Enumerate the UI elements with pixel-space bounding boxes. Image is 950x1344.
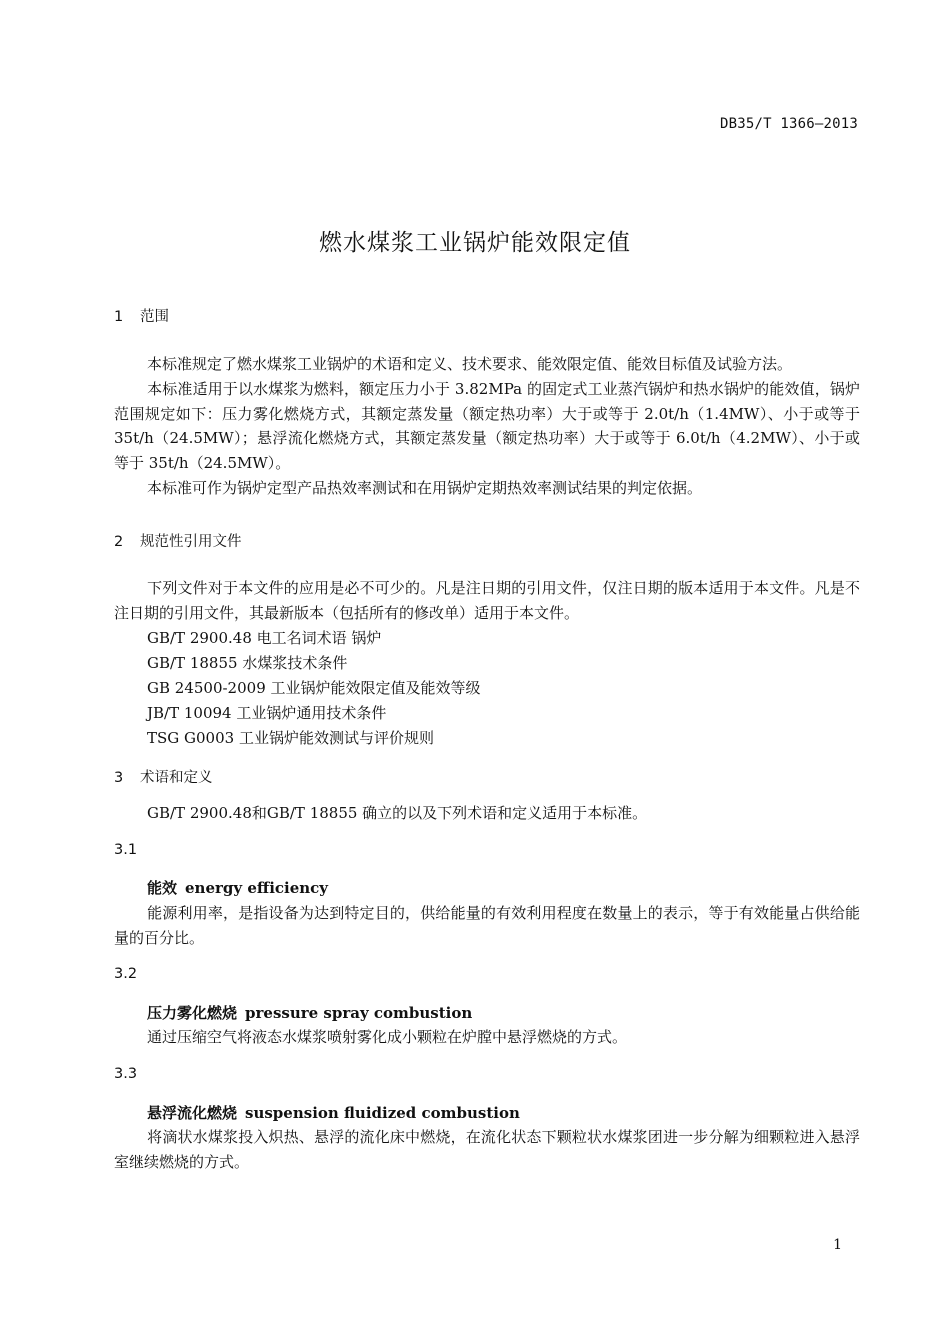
term-cn: 压力雾化燃烧 [147, 1004, 238, 1022]
section-title: 范围 [140, 309, 169, 325]
term-number: 3.3 [114, 1066, 138, 1082]
term-en: suspension fluidized combustion [245, 1104, 520, 1122]
page-number: 1 [833, 1237, 842, 1253]
term-heading [147, 877, 328, 898]
section-1-para-3: 本标准可作为锅炉定型产品热效率测试和在用锅炉定期热效率测试结果的判定依据。 [147, 479, 703, 497]
term-en: energy efficiency [185, 879, 329, 897]
term-cn: 能效 [147, 879, 178, 897]
term-number: 3.2 [114, 966, 138, 982]
section-3-heading [114, 766, 213, 787]
reference-item: JB/T 10094 工业锅炉通用技术条件 [147, 704, 387, 722]
reference-item: GB/T 2900.48 电工名词术语 锅炉 [147, 629, 382, 647]
section-1-heading [114, 305, 169, 326]
term-definition: 将滴状水煤浆投入炽热、悬浮的流化床中燃烧，在流化状态下颗粒状水煤浆团进一步分解为细颗粒进入悬浮室继续燃烧的方式。 [114, 1128, 860, 1171]
section-number: 3 [114, 770, 124, 786]
term-cn: 悬浮流化燃烧 [147, 1104, 238, 1122]
section-number: 2 [114, 534, 124, 550]
term-number: 3.1 [114, 842, 138, 858]
reference-item: GB/T 18855 水煤浆技术条件 [147, 654, 348, 672]
section-title: 术语和定义 [140, 770, 213, 786]
section-number: 1 [114, 309, 124, 325]
reference-item: TSG G0003 工业锅炉能效测试与评价规则 [147, 729, 434, 747]
term-heading [147, 1002, 472, 1023]
standard-code: DB35/T 1366—2013 [719, 116, 858, 132]
reference-item: GB 24500-2009 工业锅炉能效限定值及能效等级 [147, 679, 481, 697]
term-heading [147, 1102, 520, 1123]
term-definition: 能源利用率，是指设备为达到特定目的，供给能量的有效利用程度在数量上的表示，等于有效能量占供给能量的百分比。 [114, 904, 860, 947]
section-title: 规范性引用文件 [140, 534, 242, 550]
section-2-heading [114, 530, 242, 551]
section-2-para-1: 下列文件对于本文件的应用是必不可少的。凡是注日期的引用文件，仅注日期的版本适用于本文件。凡是不注日期的引用文件，其最新版本（包括所有的修改单）适用于本文件。 [114, 579, 860, 622]
section-1-para-1: 本标准规定了燃水煤浆工业锅炉的术语和定义、技术要求、能效限定值、能效目标值及试验方法。 [147, 355, 793, 373]
section-3-intro: GB/T 2900.48和GB/T 18855 确立的以及下列术语和定义适用于本标准。 [147, 804, 648, 822]
section-1-para-2: 本标准适用于以水煤浆为燃料，额定压力小于 3.82MPa 的固定式工业蒸汽锅炉和热水锅炉的能效值，锅炉范围规定如下：压力雾化燃烧方式，其额定蒸发量（额定热功率）大于或等于 2.0t/h（1.4MW）、小于或等于 35t/h（24.5MW）；悬浮流化燃烧方式，其额定蒸发量（额定热功率）大于或等于 6.0t/h（4.2MW）、小于或等于 35t/h（24.5MW）。 [114, 380, 860, 472]
term-definition: 通过压缩空气将液态水煤浆喷射雾化成小颗粒在炉膛中悬浮燃烧的方式。 [147, 1028, 628, 1046]
term-en: pressure spray combustion [245, 1004, 473, 1022]
document-title: 燃水煤浆工业锅炉能效限定值 [319, 230, 631, 256]
